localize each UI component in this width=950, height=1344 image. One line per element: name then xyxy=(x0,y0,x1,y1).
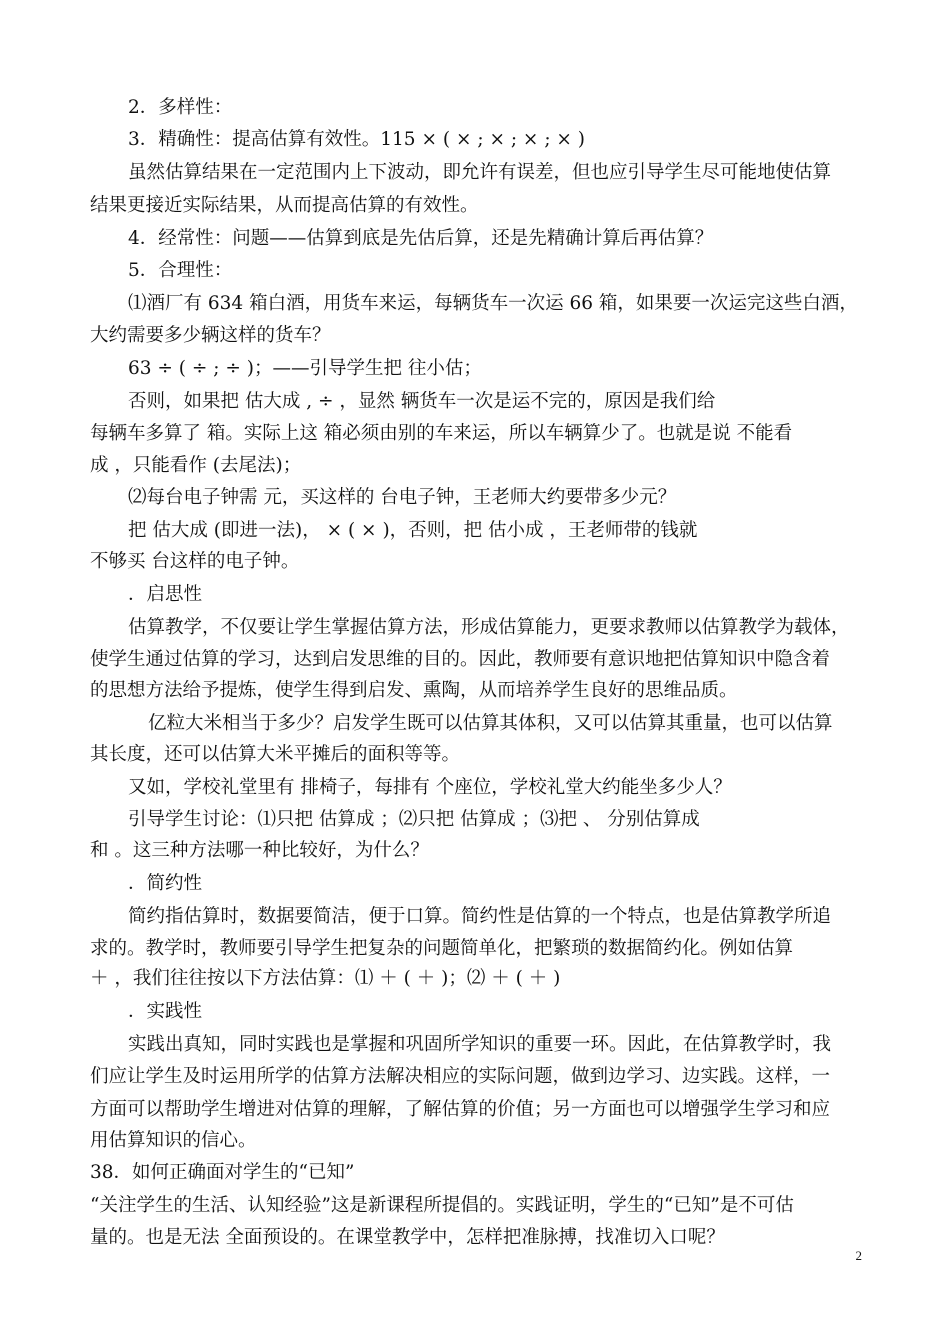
text-line: 其长度，还可以估算大米平摊后的面积等等。 xyxy=(90,744,461,765)
text-line: 不够买 台这样的电子钟。 xyxy=(90,551,300,572)
text-line: 否则，如果把 估大成 , ÷ ，显然 辆货车一次是运不完的，原因是我们给 xyxy=(128,391,716,412)
text-line: 的思想方法给予提炼，使学生得到启发、熏陶，从而培养学生良好的思维品质。 xyxy=(90,680,738,701)
section-heading: 38．如何正确面对学生的“已知” xyxy=(90,1162,355,1183)
section-heading: ．实践性 xyxy=(128,1001,203,1022)
text-line: 简约指估算时，数据要简洁，便于口算。简约性是估算的一个特点，也是估算教学所追 xyxy=(128,906,832,927)
section-heading: ．启思性 xyxy=(128,584,203,605)
text-line: 量的。也是无法 全面预设的。在课堂教学中，怎样把准脉搏，找准切入口呢？ xyxy=(90,1227,725,1248)
text-line: 求的。教学时，教师要引导学生把复杂的问题简单化，把繁琐的数据简约化。例如估算 xyxy=(90,938,794,959)
text-line: 用估算知识的信心。 xyxy=(90,1130,257,1151)
text-line: 们应让学生及时运用所学的估算方法解决相应的实际问题，做到边学习、边实践。这样，一 xyxy=(90,1066,831,1087)
text-line: 每辆车多算了 箱。实际上这 箱必须由别的车来运，所以车辆算少了。也就是说 不能看 xyxy=(90,423,793,444)
text-line: 又如，学校礼堂里有 排椅子，每排有 个座位，学校礼堂大约能坐多少人？ xyxy=(128,777,732,798)
text-line: 把 估大成 (即进一法)， × ( × )，否则，把 估小成 ，王老师带的钱就 xyxy=(128,520,698,541)
text-line: 3．精确性：提高估算有效性。115 × ( × ; × ; × ; × ) xyxy=(128,129,586,150)
page-number: 2 xyxy=(855,1248,862,1263)
text-line: ＋ ，我们往往按以下方法估算：⑴ ＋ ( ＋ )；⑵ ＋ ( ＋ ) xyxy=(90,968,561,989)
text-line: 和 。这三种方法哪一种比较好，为什么？ xyxy=(90,840,429,861)
text-line: ⑵每台电子钟需 元，买这样的 台电子钟，王老师大约要带多少元？ xyxy=(128,487,677,508)
text-line: 方面可以帮助学生增进对估算的理解，了解估算的价值；另一方面也可以增强学生学习和应 xyxy=(90,1099,831,1120)
text-line: ⑴酒厂有 634 箱白酒，用货车来运，每辆货车一次运 66 箱，如果要一次运完这些白酒， xyxy=(128,293,858,314)
text-line: 结果更接近实际结果，从而提高估算的有效性。 xyxy=(90,195,479,216)
text-line: 估算教学，不仅要让学生掌握估算方法，形成估算能力，更要求教师以估算教学为载体， xyxy=(128,617,850,638)
text-line: 实践出真知，同时实践也是掌握和巩固所学知识的重要一环。因此，在估算教学时，我 xyxy=(128,1034,832,1055)
text-line: “关注学生的生活、认知经验”这是新课程所提倡的。实践证明，学生的“已知”是不可估 xyxy=(90,1195,794,1216)
text-line: 63 ÷ ( ÷ ; ÷ )；——引导学生把 往小估； xyxy=(128,358,482,379)
text-line: 亿粒大米相当于多少？启发学生既可以估算其体积，又可以估算其重量，也可以估算 xyxy=(148,713,833,734)
text-line: 成 ，只能看作 (去尾法)； xyxy=(90,455,302,476)
text-line: 大约需要多少辆这样的货车？ xyxy=(90,325,331,346)
text-line: 4．经常性：问题——估算到底是先估后算，还是先精确计算后再估算？ xyxy=(128,228,714,249)
text-line: 虽然估算结果在一定范围内上下波动，即允许有误差，但也应引导学生尽可能地使估算 xyxy=(128,162,832,183)
text-line: 2．多样性： xyxy=(128,97,233,118)
text-line: 使学生通过估算的学习，达到启发思维的目的。因此，教师要有意识地把估算知识中隐含着 xyxy=(90,649,831,670)
text-line: 5．合理性： xyxy=(128,260,233,281)
section-heading: ．简约性 xyxy=(128,873,203,894)
text-line: 引导学生讨论：⑴只把 估算成 ；⑵只把 估算成 ；⑶把 、 分别估算成 xyxy=(128,809,700,830)
